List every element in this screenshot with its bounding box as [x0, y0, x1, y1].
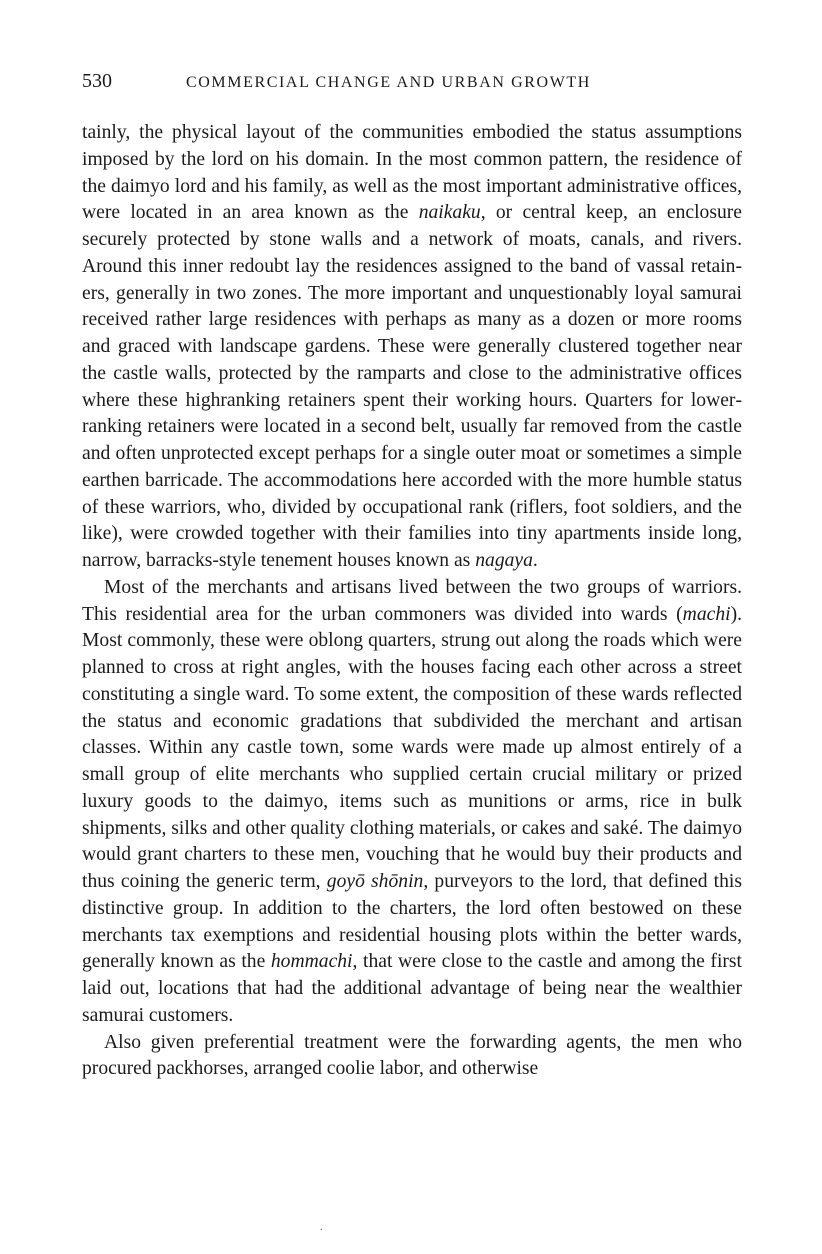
text-run: , purveyors to the lord, that defined this distinctive group. In addition to the charters, the lord often bestowed on these merchants tax exemptions and residential housing plots within the better wards, generally known as the — [82, 871, 742, 973]
italic-term: goyō shōnin — [326, 871, 424, 892]
paragraph — [82, 1030, 742, 1084]
footer-mark: . — [320, 1222, 323, 1233]
running-head — [82, 70, 742, 98]
italic-term: nagaya — [475, 550, 533, 571]
paragraph — [82, 120, 742, 575]
body-text — [82, 120, 742, 1083]
text-run: , that were close to the castle and among the first laid out, locations that had the additional advantage of being near the wealthier samurai customers. — [82, 951, 742, 1026]
italic-term: machi — [682, 603, 731, 625]
text-run: Most of the merchants and artisans lived between the two groups of warriors. This residential area for the urban commoners was divided into wards ( — [82, 576, 742, 625]
paragraph — [82, 575, 742, 1030]
italic-term: naikaku — [418, 202, 481, 224]
italic-term: hommachi — [270, 951, 353, 973]
running-title: COMMERCIAL CHANGE AND URBAN GROWTH — [186, 74, 591, 91]
text-run: Also given preferential treatment were the forwarding agents, the men who procured packhorses, arranged coolie labor, and otherwise — [82, 1031, 742, 1080]
text-run: tainly, the physical layout of the communities embodied the status assumptions imposed by the lord on his domain. In the most common pattern, the residence of the daimyo lord and his family, as well as the most important administrative offices, were located in an area known as the — [82, 122, 742, 224]
text-run: , or central keep, an enclosure securely protected by stone walls and a network of moats, canals, and rivers. Around this inner redoubt lay the residences assigned to the band of vassal retainers, generally in two zones. The more important and unquestionably loyal samurai received rather large residences with perhaps as many as a dozen or more rooms and graced with landscape gardens. These were generally clustered together near the castle walls, protected by the ramparts and close to the administrative offices where these highranking retainers spent their working hours. Quarters for lowerranking retainers were located in a second belt, usually far removed from the castle and often unprotected except perhaps for a single outer moat or sometimes a simple earthen barricade. The accommodations here accorded with the more humble status of these warriors, who, divided by occupational rank (riflers, foot soldiers, and the like), were crowded together with their families into tiny apartments inside long, narrow, barracks-style tenement houses known as — [82, 202, 742, 571]
book-page — [82, 70, 742, 1083]
page-number: 530 — [82, 70, 112, 92]
text-run: ). Most commonly, these were oblong quarters, strung out along the roads which were planned to cross at right angles, with the houses facing each other across a street constituting a single ward. To some extent, the composition of these wards reflected the status and economic gradations that subdivided the merchant and artisan classes. Within any castle town, some wards were made up almost entirely of a small group of elite merchants who supplied certain crucial military or prized luxury goods to the daimyo, items such as munitions or arms, rice in bulk shipments, silks and other quality clothing materials, or cakes and saké. The daimyo would grant charters to these men, vouching that he would buy their products and thus coining the generic term, — [82, 603, 742, 892]
text-run: . — [532, 550, 538, 571]
